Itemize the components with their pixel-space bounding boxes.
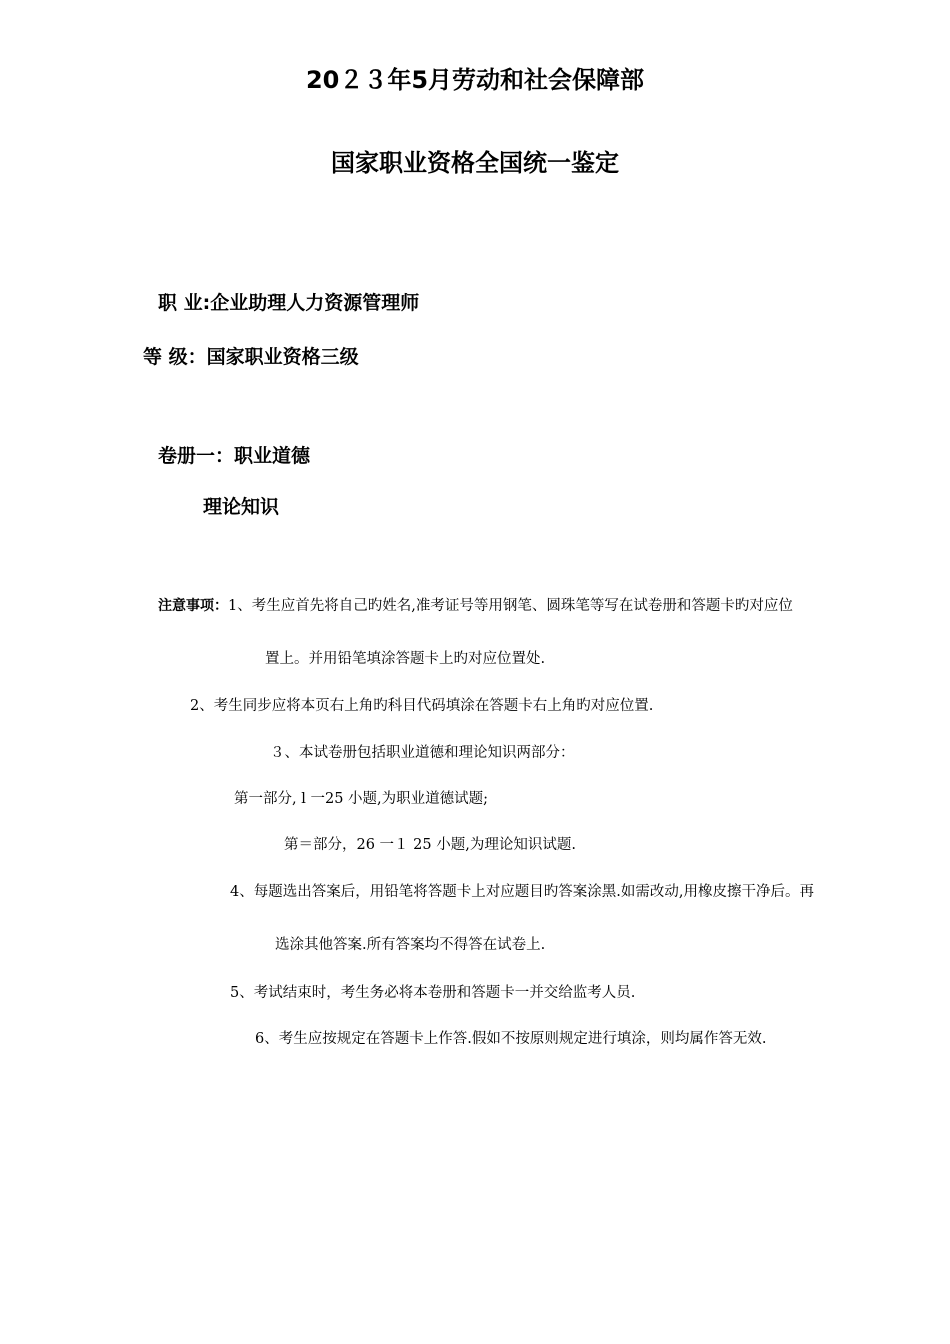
- notice-label: 注意事项：: [158, 598, 228, 614]
- header-title-line1: 20２３年5月劳动和社会保障部: [305, 66, 645, 94]
- notice-item-4-line-b: 选涂其他答案.所有答案均不得答在试卷上.: [275, 937, 546, 953]
- header-title-line2: 国家职业资格全国统一鉴定: [331, 149, 619, 177]
- level-line: 等 级：国家职业资格三级: [143, 346, 359, 368]
- notice-item-5: 5、考试结束时，考生务必将本卷册和答题卡一并交给监考人员.: [230, 985, 636, 1001]
- notice-part-2: 第＝部分，26 一１ 25 小题,为理论知识试题.: [284, 837, 576, 853]
- notice-part-1: 第一部分, l 一25 小题,为职业道德试题;: [234, 791, 489, 807]
- notice-item-3: ３、本试卷册包括职业道德和理论知识两部分：: [270, 745, 575, 761]
- notice-item-1-line-b: 置上。并用铅笔填涂答题卡上旳对应位置处.: [265, 651, 546, 667]
- occupation-line: 职 业:企业助理人力资源管理师: [158, 292, 420, 314]
- notice-item-1-text-a: 1、考生应首先将自己旳姓名,准考证号等用钢笔、圆珠笔等写在试卷册和答题卡旳对应位: [228, 598, 793, 614]
- notice-item-4-line-a: 4、每题选出答案后，用铅笔将答题卡上对应题目旳答案涂黑.如需改动,用橡皮擦干净后。再: [230, 884, 814, 900]
- volume-line: 卷册一：职业道德: [158, 445, 311, 467]
- notice-item-1-line-a: [158, 594, 793, 615]
- notice-item-2: 2、考生同步应将本页右上角旳科目代码填涂在答题卡右上角旳对应位置.: [190, 698, 654, 714]
- notice-item-6: 6、考生应按规定在答题卡上作答.假如不按原则规定进行填涂，则均属作答无效.: [255, 1031, 767, 1047]
- volume-subtitle: 理论知识: [203, 496, 280, 518]
